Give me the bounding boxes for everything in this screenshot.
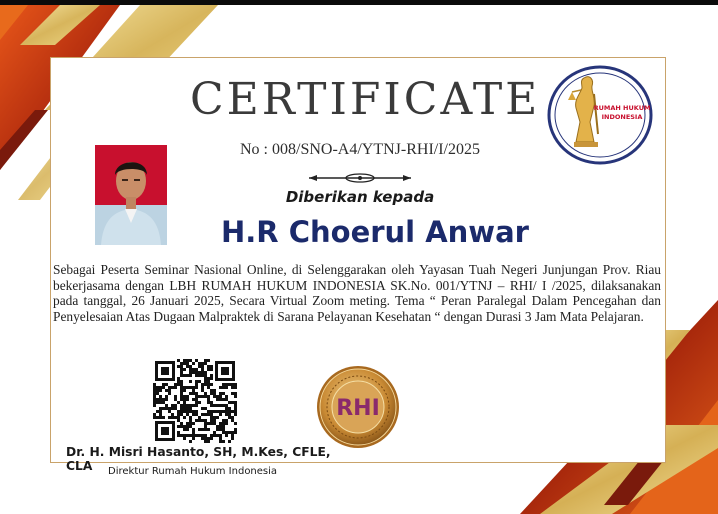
qr-code	[153, 359, 237, 443]
certificate-number: No : 008/SNO-A4/YTNJ-RHI/I/2025	[240, 141, 480, 158]
recipient-name: H.R Choerul Anwar	[221, 215, 529, 249]
certificate-body: Sebagai Peserta Seminar Nasional Online, di Selenggarakan oleh Yayasan Tuah Negeri Junjungan Prov. Riau bekerjasama dengan LBH RUMAH HUKUM INDONESIA SK.No. 001/YTNJ – RHI/ I /2025, dilaksanakan pada tanggal, 26 Januari 2025, Secara Virtual Zoom meting. Tema “ Peran Paralegal Dalam Pencegahan dan Penyelesaian Atas Dugaan Malpraktek di Sarana Pelayanan Kesehatan “ dengan Durasi 3 Jam Mata Pelajaran.	[53, 262, 661, 324]
rhi-seal	[315, 364, 401, 450]
svg-text:RUMAH HUKUM: RUMAH HUKUM	[593, 104, 651, 112]
given-to-label: Diberikan kepada	[285, 188, 435, 206]
rumah-hukum-logo	[546, 64, 654, 166]
recipient-photo	[95, 145, 167, 245]
signer-role: Direktur Rumah Hukum Indonesia	[108, 466, 278, 477]
svg-text:RHI: RHI	[336, 396, 380, 421]
svg-text:INDONESIA: INDONESIA	[601, 113, 643, 121]
signer-name: Dr. H. Misri Hasanto, SH, M.Kes, CFLE, CLA	[66, 445, 331, 473]
ornament-divider	[305, 171, 415, 185]
certificate-title: CERTIFICATE	[190, 74, 541, 125]
